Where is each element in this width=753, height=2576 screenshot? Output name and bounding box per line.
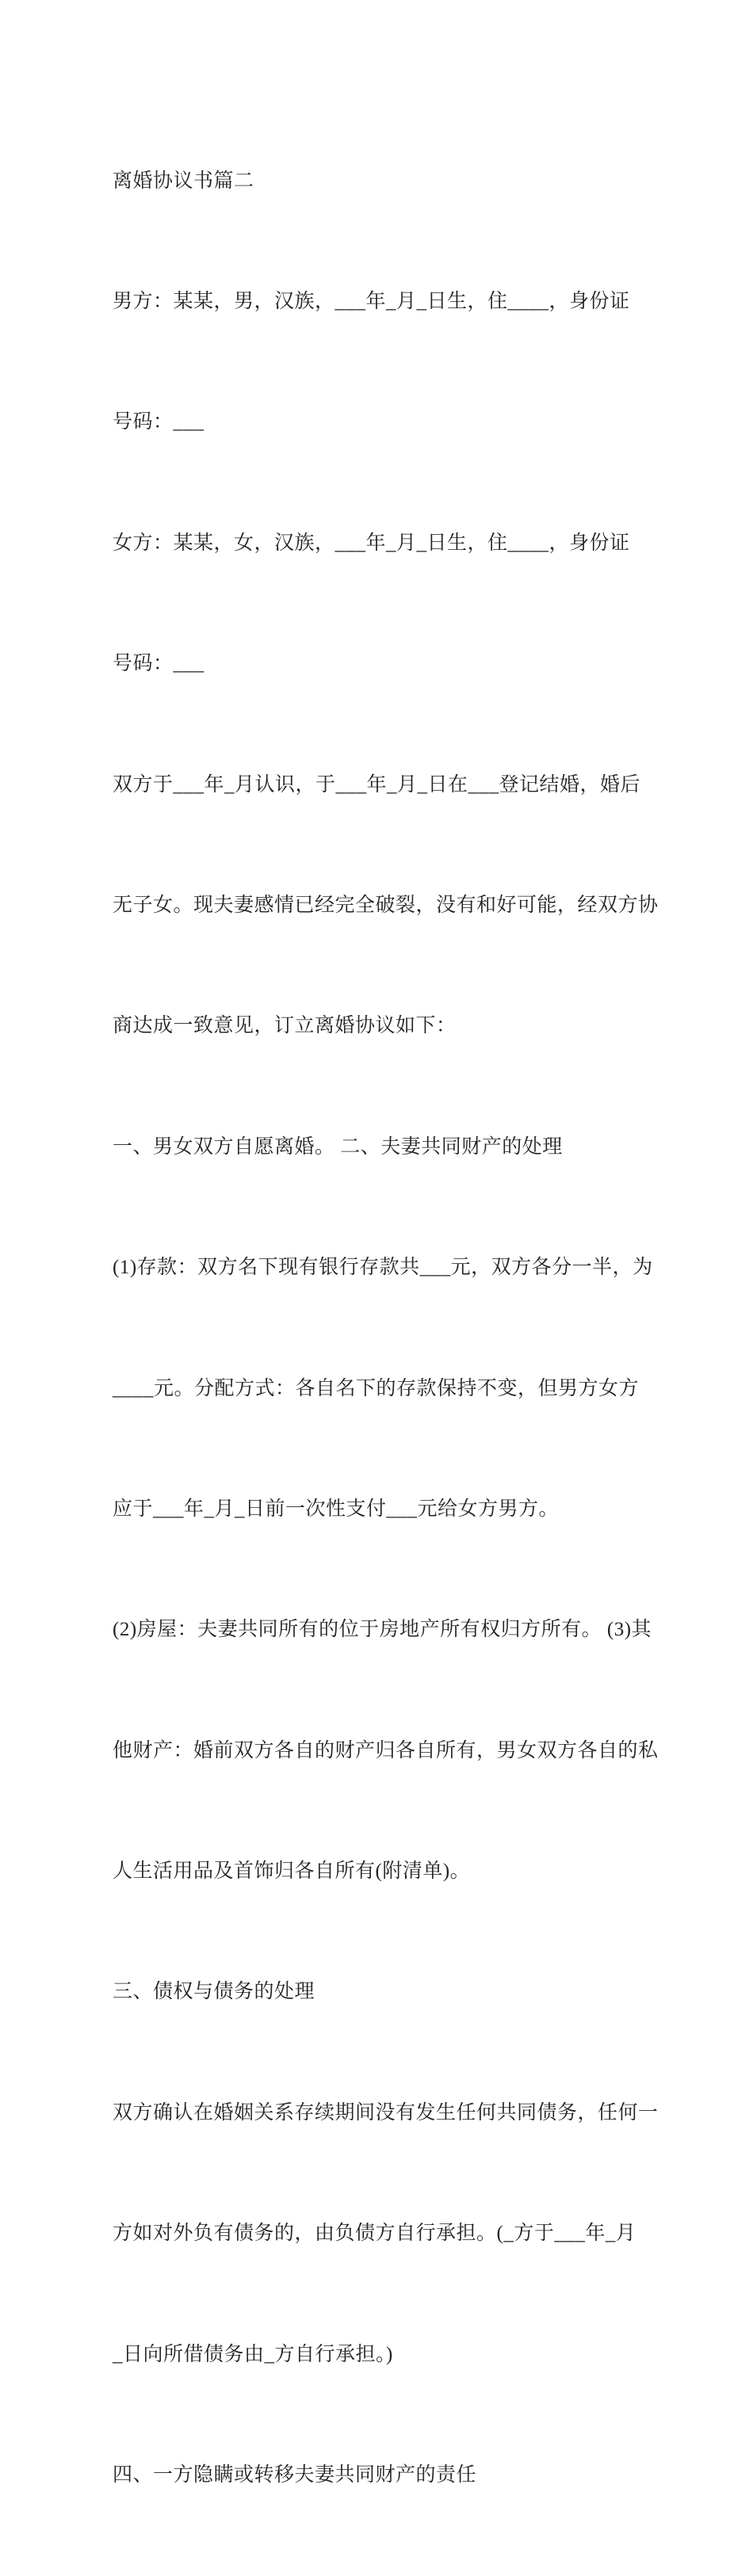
- document-line: 应于___年_月_日前一次性支付___元给女方男方。: [113, 1498, 560, 1520]
- document-line: 双方确认在婚姻关系存续期间没有发生任何共同债务，任何一: [113, 2101, 659, 2124]
- document-line: 男方：某某，男，汉族，___年_月_日生，住____，身份证: [113, 290, 630, 312]
- document-line: _日向所借债务由_方自行承担。): [113, 2343, 393, 2365]
- document-line: 三、债权与债务的处理: [113, 1981, 315, 2003]
- document-title: 离婚协议书篇二: [113, 170, 254, 192]
- document-line: (2)房屋：夫妻共同所有的位于房地产所有权归方所有。 (3)其: [113, 1619, 652, 1641]
- document-line: 人生活用品及首饰归各自所有(附清单)。: [113, 1860, 471, 1883]
- document-line: 双方于___年_月认识，于___年_月_日在___登记结婚，婚后: [113, 773, 641, 796]
- document-line: 号码：___: [113, 411, 204, 433]
- document-line: 四、一方隐瞒或转移夫妻共同财产的责任: [113, 2464, 477, 2486]
- document-line: 他财产：婚前双方各自的财产归各自所有，男女双方各自的私: [113, 1739, 659, 1761]
- document-line: 方如对外负有债务的，由负债方自行承担。(_方于___年_月: [113, 2223, 636, 2245]
- document-line: 无子女。现夫妻感情已经完全破裂，没有和好可能，经双方协: [113, 894, 659, 916]
- document-line: ____元。分配方式：各自名下的存款保持不变，但男方女方: [113, 1377, 640, 1399]
- document-line: 号码：___: [113, 653, 204, 675]
- document-line: 商达成一致意见，订立离婚协议如下：: [113, 1015, 457, 1037]
- document-line: (1)存款：双方名下现有银行存款共___元，双方各分一半，为: [113, 1257, 653, 1279]
- document-line: 女方：某某，女，汉族，___年_月_日生，住____，身份证: [113, 532, 630, 554]
- document-body: [113, 81, 683, 2576]
- document-line: 一、男女双方自愿离婚。 二、夫妻共同财产的处理: [113, 1135, 563, 1158]
